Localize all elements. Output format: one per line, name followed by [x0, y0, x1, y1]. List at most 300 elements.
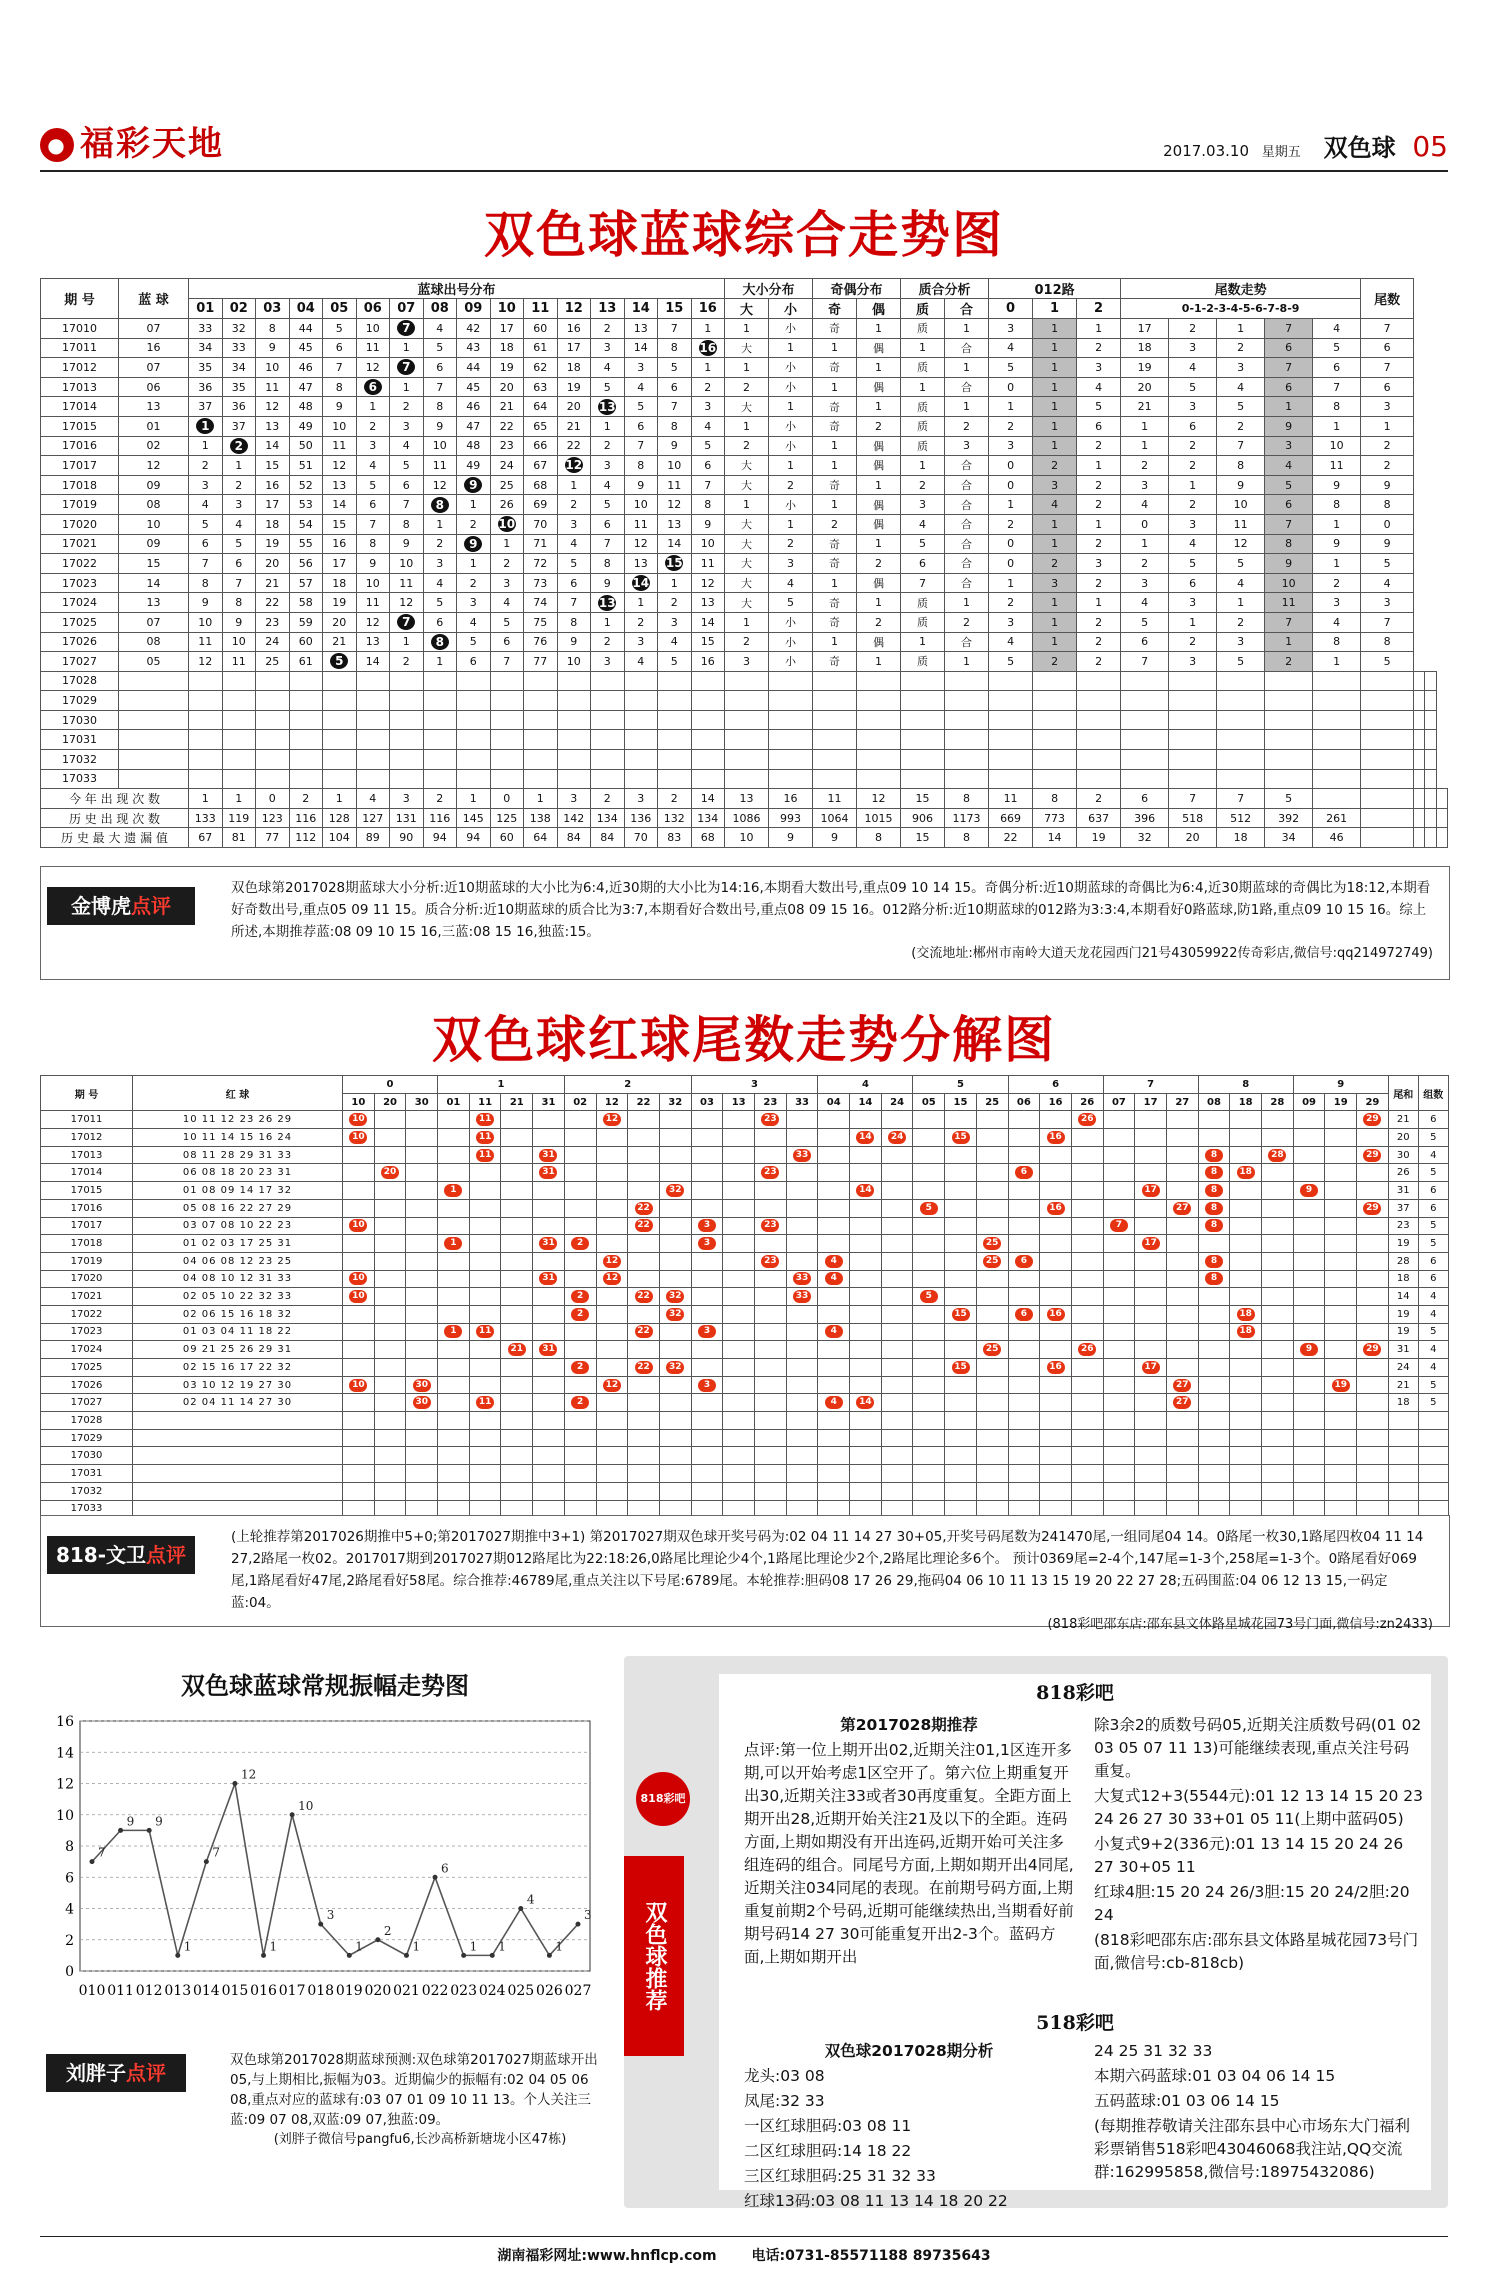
tail-sum-cell: 23 [1388, 1217, 1418, 1235]
empty-cell [591, 769, 625, 789]
y-tick-label: 0 [65, 1964, 74, 1980]
stats-cell: 7 [1217, 789, 1265, 809]
attr-cell: 质 [901, 319, 945, 339]
tail-cell [818, 1235, 850, 1253]
empty-cell [1265, 710, 1313, 730]
period-cell: 17017 [41, 456, 119, 476]
tail-cell [1357, 1447, 1389, 1465]
attr-cell: 1 [725, 495, 769, 515]
dist-cell: 2 [222, 475, 256, 495]
tail-cell [533, 1394, 565, 1412]
stats-cell: 7 [1169, 789, 1217, 809]
data-label: 1 [498, 1939, 506, 1954]
empty-cell [524, 730, 558, 750]
dist-cell: 56 [289, 554, 323, 574]
tail-cell [596, 1482, 628, 1500]
tail-cell [1198, 1270, 1230, 1288]
y-tick-label: 16 [56, 1714, 74, 1730]
stats-cell: 3 [557, 789, 591, 809]
tail-cell [1135, 1323, 1167, 1341]
attr-cell: 3 [945, 436, 989, 456]
tail-cell [1103, 1235, 1135, 1253]
empty-cell [901, 750, 945, 770]
tail-cell [1166, 1164, 1198, 1182]
tail-cell [1262, 1217, 1294, 1235]
tail-cell [1166, 1376, 1198, 1394]
tail-cell [881, 1341, 913, 1359]
tail-trend-cell: 8 [1217, 456, 1265, 476]
empty-cell [189, 710, 223, 730]
tail-cell [533, 1323, 565, 1341]
stats-label: 历 史 出 现 次 数 [41, 808, 189, 828]
road-cell: 2 [1077, 475, 1121, 495]
empty-cell [1414, 671, 1425, 691]
dist-cell: 4 [624, 377, 658, 397]
tail-cell [438, 1111, 470, 1129]
tail-cell [406, 1482, 438, 1500]
period-cell: 17013 [41, 377, 119, 397]
blue-cell: 08 [119, 495, 189, 515]
tail-cell [1357, 1359, 1389, 1377]
y-tick-label: 4 [65, 1901, 74, 1918]
tail-cell [1135, 1465, 1167, 1483]
road-cell: 3 [989, 612, 1033, 632]
tail-trend-cell: 2 [1169, 319, 1217, 339]
tail-cell [881, 1429, 913, 1447]
data-label: 9 [126, 1814, 135, 1829]
tail-cell [1135, 1359, 1167, 1377]
dist-cell: 20 [256, 554, 290, 574]
road-cell: 0 [989, 456, 1033, 476]
dist-cell: 46 [289, 358, 323, 378]
tail-trend-cell: 2 [1169, 632, 1217, 652]
attr-cell: 大 [725, 338, 769, 358]
tail-cell [1071, 1323, 1103, 1341]
tail-cell [1230, 1341, 1262, 1359]
empty-cell [490, 691, 524, 711]
tail-cell [1135, 1217, 1167, 1235]
tail-cell [406, 1429, 438, 1447]
red-hit: 14 [856, 1396, 874, 1409]
group-cell [1418, 1412, 1448, 1430]
tail-cell [913, 1146, 945, 1164]
tail-cell [1103, 1341, 1135, 1359]
tail-cell [1071, 1376, 1103, 1394]
tail-cell [945, 1288, 977, 1306]
dist-cell: 11 [356, 338, 390, 358]
tail-trend-cell: 7 [1265, 358, 1313, 378]
tail-cell [691, 1146, 723, 1164]
tail-cell [1230, 1394, 1262, 1412]
dist-cell [457, 475, 491, 495]
red-hit: 12 [603, 1272, 621, 1285]
tail-trend-cell: 2 [1121, 554, 1169, 574]
tail-cell [913, 1465, 945, 1483]
dist-cell: 8 [356, 534, 390, 554]
red-hit: 10 [349, 1379, 367, 1392]
tail-cell [469, 1182, 501, 1200]
tail-cell [755, 1412, 787, 1430]
dist-cell: 6 [591, 514, 625, 534]
dist-cell [423, 495, 457, 515]
road-cell: 5 [989, 358, 1033, 378]
tail-cell [1071, 1465, 1103, 1483]
tail-cell [1166, 1146, 1198, 1164]
tail-cell [628, 1111, 660, 1129]
red-hit: 26 [1078, 1113, 1096, 1126]
red-hit: 10 [349, 1219, 367, 1232]
dist-cell: 18 [256, 514, 290, 534]
tail-cell [881, 1359, 913, 1377]
tail-trend-cell: 11 [1217, 514, 1265, 534]
period-cell: 17022 [41, 554, 119, 574]
dist-cell: 5 [423, 593, 457, 613]
dist-cell: 61 [289, 652, 323, 672]
dist-cell: 10 [189, 612, 223, 632]
tail-cell [628, 1270, 660, 1288]
dist-cell: 7 [624, 436, 658, 456]
tail-cell [564, 1164, 596, 1182]
tail-cell [1357, 1482, 1389, 1500]
tail-cell [1103, 1447, 1135, 1465]
tail-cell [564, 1111, 596, 1129]
table-row [41, 573, 1448, 593]
period-cell: 17015 [41, 416, 119, 436]
empty-cell [423, 769, 457, 789]
attr-cell: 小 [769, 632, 813, 652]
attr-cell: 3 [769, 554, 813, 574]
attr-cell: 1 [901, 377, 945, 397]
stats-cell: 1 [189, 789, 223, 809]
red-hit: 33 [793, 1290, 811, 1303]
dist-cell: 12 [189, 652, 223, 672]
red-hit: 16 [1047, 1308, 1065, 1321]
tail-cell [374, 1465, 406, 1483]
tail-cell [1293, 1217, 1325, 1235]
stats-cell: 512 [1217, 808, 1265, 828]
tail-cell [945, 1182, 977, 1200]
dist-cell: 2 [390, 397, 424, 417]
red-hit: 14 [856, 1184, 874, 1197]
tail-cell [1040, 1182, 1072, 1200]
recommendation-panel [624, 1656, 1448, 2208]
group-cell: 5 [1418, 1394, 1448, 1412]
dist-cell: 9 [423, 416, 457, 436]
stats-cell [1414, 789, 1425, 809]
attr-cell: 大 [725, 554, 769, 574]
tail-cell [1293, 1341, 1325, 1359]
empty-cell [222, 671, 256, 691]
tail-cell: 7 [1361, 319, 1414, 339]
empty-cell [524, 769, 558, 789]
tail-cell [1135, 1129, 1167, 1147]
empty-cell [524, 750, 558, 770]
tail-trend-cell: 18 [1121, 338, 1169, 358]
dist-cell: 50 [289, 436, 323, 456]
tail-trend-cell: 7 [1265, 514, 1313, 534]
tail-cell [1166, 1270, 1198, 1288]
empty-cell [945, 769, 989, 789]
dist-cell: 4 [591, 358, 625, 378]
dist-cell: 4 [423, 573, 457, 593]
tail-cell [976, 1447, 1008, 1465]
tail-cell [374, 1412, 406, 1430]
tail-cell [691, 1376, 723, 1394]
dist-cell: 58 [289, 593, 323, 613]
tail-cell [469, 1359, 501, 1377]
blue-hit: 1 [196, 418, 214, 434]
dist-cell: 4 [457, 612, 491, 632]
tail-cell [596, 1341, 628, 1359]
attr-cell: 奇 [813, 554, 857, 574]
dist-cell: 1 [356, 397, 390, 417]
data-label: 4 [526, 1892, 535, 1907]
blue-cell: 14 [119, 573, 189, 593]
red-hit: 9 [1300, 1343, 1318, 1356]
red-numbers-cell: 04 06 08 12 23 25 [133, 1252, 343, 1270]
tail-trend-cell: 2 [1313, 573, 1361, 593]
tail-cell [1040, 1447, 1072, 1465]
dist-cell: 1 [691, 319, 725, 339]
tail-cell [1198, 1288, 1230, 1306]
dist-cell [189, 416, 223, 436]
tail-cell [564, 1323, 596, 1341]
dist-cell: 6 [222, 554, 256, 574]
dist-cell: 2 [691, 377, 725, 397]
empty-cell [119, 710, 189, 730]
red-hit: 8 [1205, 1166, 1223, 1179]
dist-cell: 12 [624, 534, 658, 554]
attr-cell: 小 [769, 358, 813, 378]
tail-cell [438, 1146, 470, 1164]
empty-cell [1217, 691, 1265, 711]
tail-cell [1262, 1182, 1294, 1200]
empty-cell [1361, 691, 1414, 711]
dist-cell: 7 [323, 358, 357, 378]
x-tick-label: 012 [135, 1983, 163, 1999]
tail-cell [976, 1146, 1008, 1164]
empty-cell [119, 769, 189, 789]
tail-cell [1198, 1447, 1230, 1465]
dist-cell: 1 [457, 495, 491, 515]
tail-cell [1357, 1164, 1389, 1182]
dist-cell: 5 [591, 377, 625, 397]
empty-cell [591, 671, 625, 691]
blue-hit: 14 [632, 576, 650, 591]
road-cell: 1 [1033, 632, 1077, 652]
tail-cell [881, 1129, 913, 1147]
attr-cell: 质 [901, 358, 945, 378]
attr-cell: 2 [769, 534, 813, 554]
red-numbers-cell [133, 1447, 343, 1465]
dist-cell: 11 [390, 573, 424, 593]
tail-cell [533, 1235, 565, 1253]
tail-cell [1135, 1270, 1167, 1288]
dist-cell: 5 [457, 632, 491, 652]
period-cell: 17026 [41, 632, 119, 652]
dist-cell: 1 [222, 456, 256, 476]
tail-cell [755, 1465, 787, 1483]
tail-cell [755, 1482, 787, 1500]
attr-cell: 小 [769, 495, 813, 515]
red-hit: 11 [476, 1131, 494, 1144]
empty-cell [289, 691, 323, 711]
dist-cell: 9 [390, 534, 424, 554]
tail-trend-cell: 4 [1217, 377, 1265, 397]
tail-trend-cell: 1 [1169, 612, 1217, 632]
empty-cell [989, 730, 1033, 750]
group-cell: 6 [1418, 1182, 1448, 1200]
tail-cell [850, 1288, 882, 1306]
blue-trend-table [40, 278, 1448, 848]
tail-cell [1008, 1146, 1040, 1164]
stats-cell: 67 [189, 828, 223, 848]
dist-cell: 6 [624, 416, 658, 436]
period-cell: 17017 [41, 1217, 133, 1235]
tail-cell [564, 1217, 596, 1235]
tail-cell [374, 1341, 406, 1359]
dist-cell: 34 [189, 338, 223, 358]
tail-cell [850, 1376, 882, 1394]
tail-cell [1357, 1252, 1389, 1270]
red-numbers-cell: 06 08 18 20 23 31 [133, 1164, 343, 1182]
tail-cell [850, 1412, 882, 1430]
tail-cell [596, 1465, 628, 1483]
dist-cell: 6 [423, 612, 457, 632]
x-tick-label: 016 [250, 1983, 277, 1999]
dist-cell: 22 [557, 436, 591, 456]
tail-cell [755, 1199, 787, 1217]
road-cell: 4 [1033, 495, 1077, 515]
red-tail-table [40, 1075, 1449, 1518]
dist-cell: 10 [390, 554, 424, 574]
comment-liupangzi [40, 2050, 610, 2180]
stats-cell: 5 [1265, 789, 1313, 809]
dist-cell: 2 [591, 436, 625, 456]
red-numbers-cell: 01 02 03 17 25 31 [133, 1235, 343, 1253]
dist-cell: 5 [423, 338, 457, 358]
attr-cell: 大 [725, 456, 769, 476]
red-hit: 2 [571, 1396, 589, 1409]
tail-cell [881, 1465, 913, 1483]
tail-cell [628, 1341, 660, 1359]
tail-cell [406, 1182, 438, 1200]
data-label: 1 [469, 1939, 478, 1954]
dist-cell: 76 [524, 632, 558, 652]
empty-cell [356, 769, 390, 789]
tail-cell [1071, 1412, 1103, 1430]
tail-cell [691, 1270, 723, 1288]
tail-cell [564, 1288, 596, 1306]
tail-cell [406, 1199, 438, 1217]
tail-cell [659, 1270, 691, 1288]
tail-cell [659, 1305, 691, 1323]
red-hit: 4 [825, 1396, 843, 1409]
tail-cell [691, 1305, 723, 1323]
red-hit: 8 [1205, 1202, 1223, 1215]
dist-cell: 12 [356, 612, 390, 632]
red-chart-title: 双色球红球尾数走势分解图 [432, 1011, 1056, 1069]
tail-cell [628, 1305, 660, 1323]
tail-cell [1008, 1252, 1040, 1270]
tail-cell [1008, 1482, 1040, 1500]
empty-cell [1169, 691, 1217, 711]
tail-trend-cell: 3 [1217, 358, 1265, 378]
data-point [175, 1953, 180, 1958]
tail-cell [691, 1164, 723, 1182]
tail-sum-cell: 19 [1388, 1235, 1418, 1253]
dist-cell: 14 [256, 436, 290, 456]
red-hit: 12 [603, 1255, 621, 1268]
commentator-badge: 金博虎点评 [47, 887, 195, 925]
attr-cell: 1 [725, 358, 769, 378]
tail-cell [1166, 1359, 1198, 1377]
tail-cell [564, 1465, 596, 1483]
tail-cell [1325, 1465, 1357, 1483]
empty-cell [1033, 691, 1077, 711]
empty-cell [624, 710, 658, 730]
stats-row [41, 789, 1448, 809]
tail-cell [1008, 1129, 1040, 1147]
road-cell: 1 [989, 573, 1033, 593]
red-hit: 32 [666, 1290, 684, 1303]
dist-cell: 3 [624, 632, 658, 652]
blue-hit: 7 [397, 320, 415, 336]
empty-cell [1033, 710, 1077, 730]
tail-cell [723, 1288, 755, 1306]
tail-cell [755, 1341, 787, 1359]
empty-cell [390, 730, 424, 750]
dist-cell: 61 [524, 338, 558, 358]
attr-cell: 小 [769, 377, 813, 397]
tail-cell [343, 1199, 375, 1217]
tail-cell [1040, 1111, 1072, 1129]
tail-cell [1071, 1447, 1103, 1465]
dist-cell: 21 [490, 397, 524, 417]
tail-cell [406, 1217, 438, 1235]
dist-cell: 36 [189, 377, 223, 397]
tail-cell [1135, 1164, 1167, 1182]
dist-cell: 75 [524, 612, 558, 632]
red-hit: 31 [539, 1166, 557, 1179]
red-hit: 32 [666, 1184, 684, 1197]
period-cell: 17031 [41, 730, 119, 750]
red-hit: 1 [444, 1237, 462, 1250]
red-hit: 21 [508, 1343, 526, 1356]
blue-hit: 6 [364, 379, 382, 395]
tail-cell [1293, 1429, 1325, 1447]
num-header: 12 [596, 1093, 628, 1111]
tail-cell [564, 1270, 596, 1288]
dist-cell: 10 [691, 534, 725, 554]
road-cell: 0 [989, 534, 1033, 554]
tail-cell [469, 1129, 501, 1147]
empty-cell [356, 671, 390, 691]
red-hit: 7 [1110, 1219, 1128, 1232]
dist-cell: 23 [490, 436, 524, 456]
comment-wenwei [40, 1515, 1450, 1632]
tail-cell [343, 1323, 375, 1341]
tail-group-header: 9 [1293, 1076, 1388, 1094]
tail-cell [913, 1129, 945, 1147]
tail-cell [533, 1129, 565, 1147]
tail-cell [786, 1341, 818, 1359]
empty-cell [457, 730, 491, 750]
dist-cell: 7 [189, 554, 223, 574]
tail-cell [786, 1412, 818, 1430]
tail-cell [374, 1111, 406, 1129]
y-tick-label: 6 [65, 1870, 74, 1887]
